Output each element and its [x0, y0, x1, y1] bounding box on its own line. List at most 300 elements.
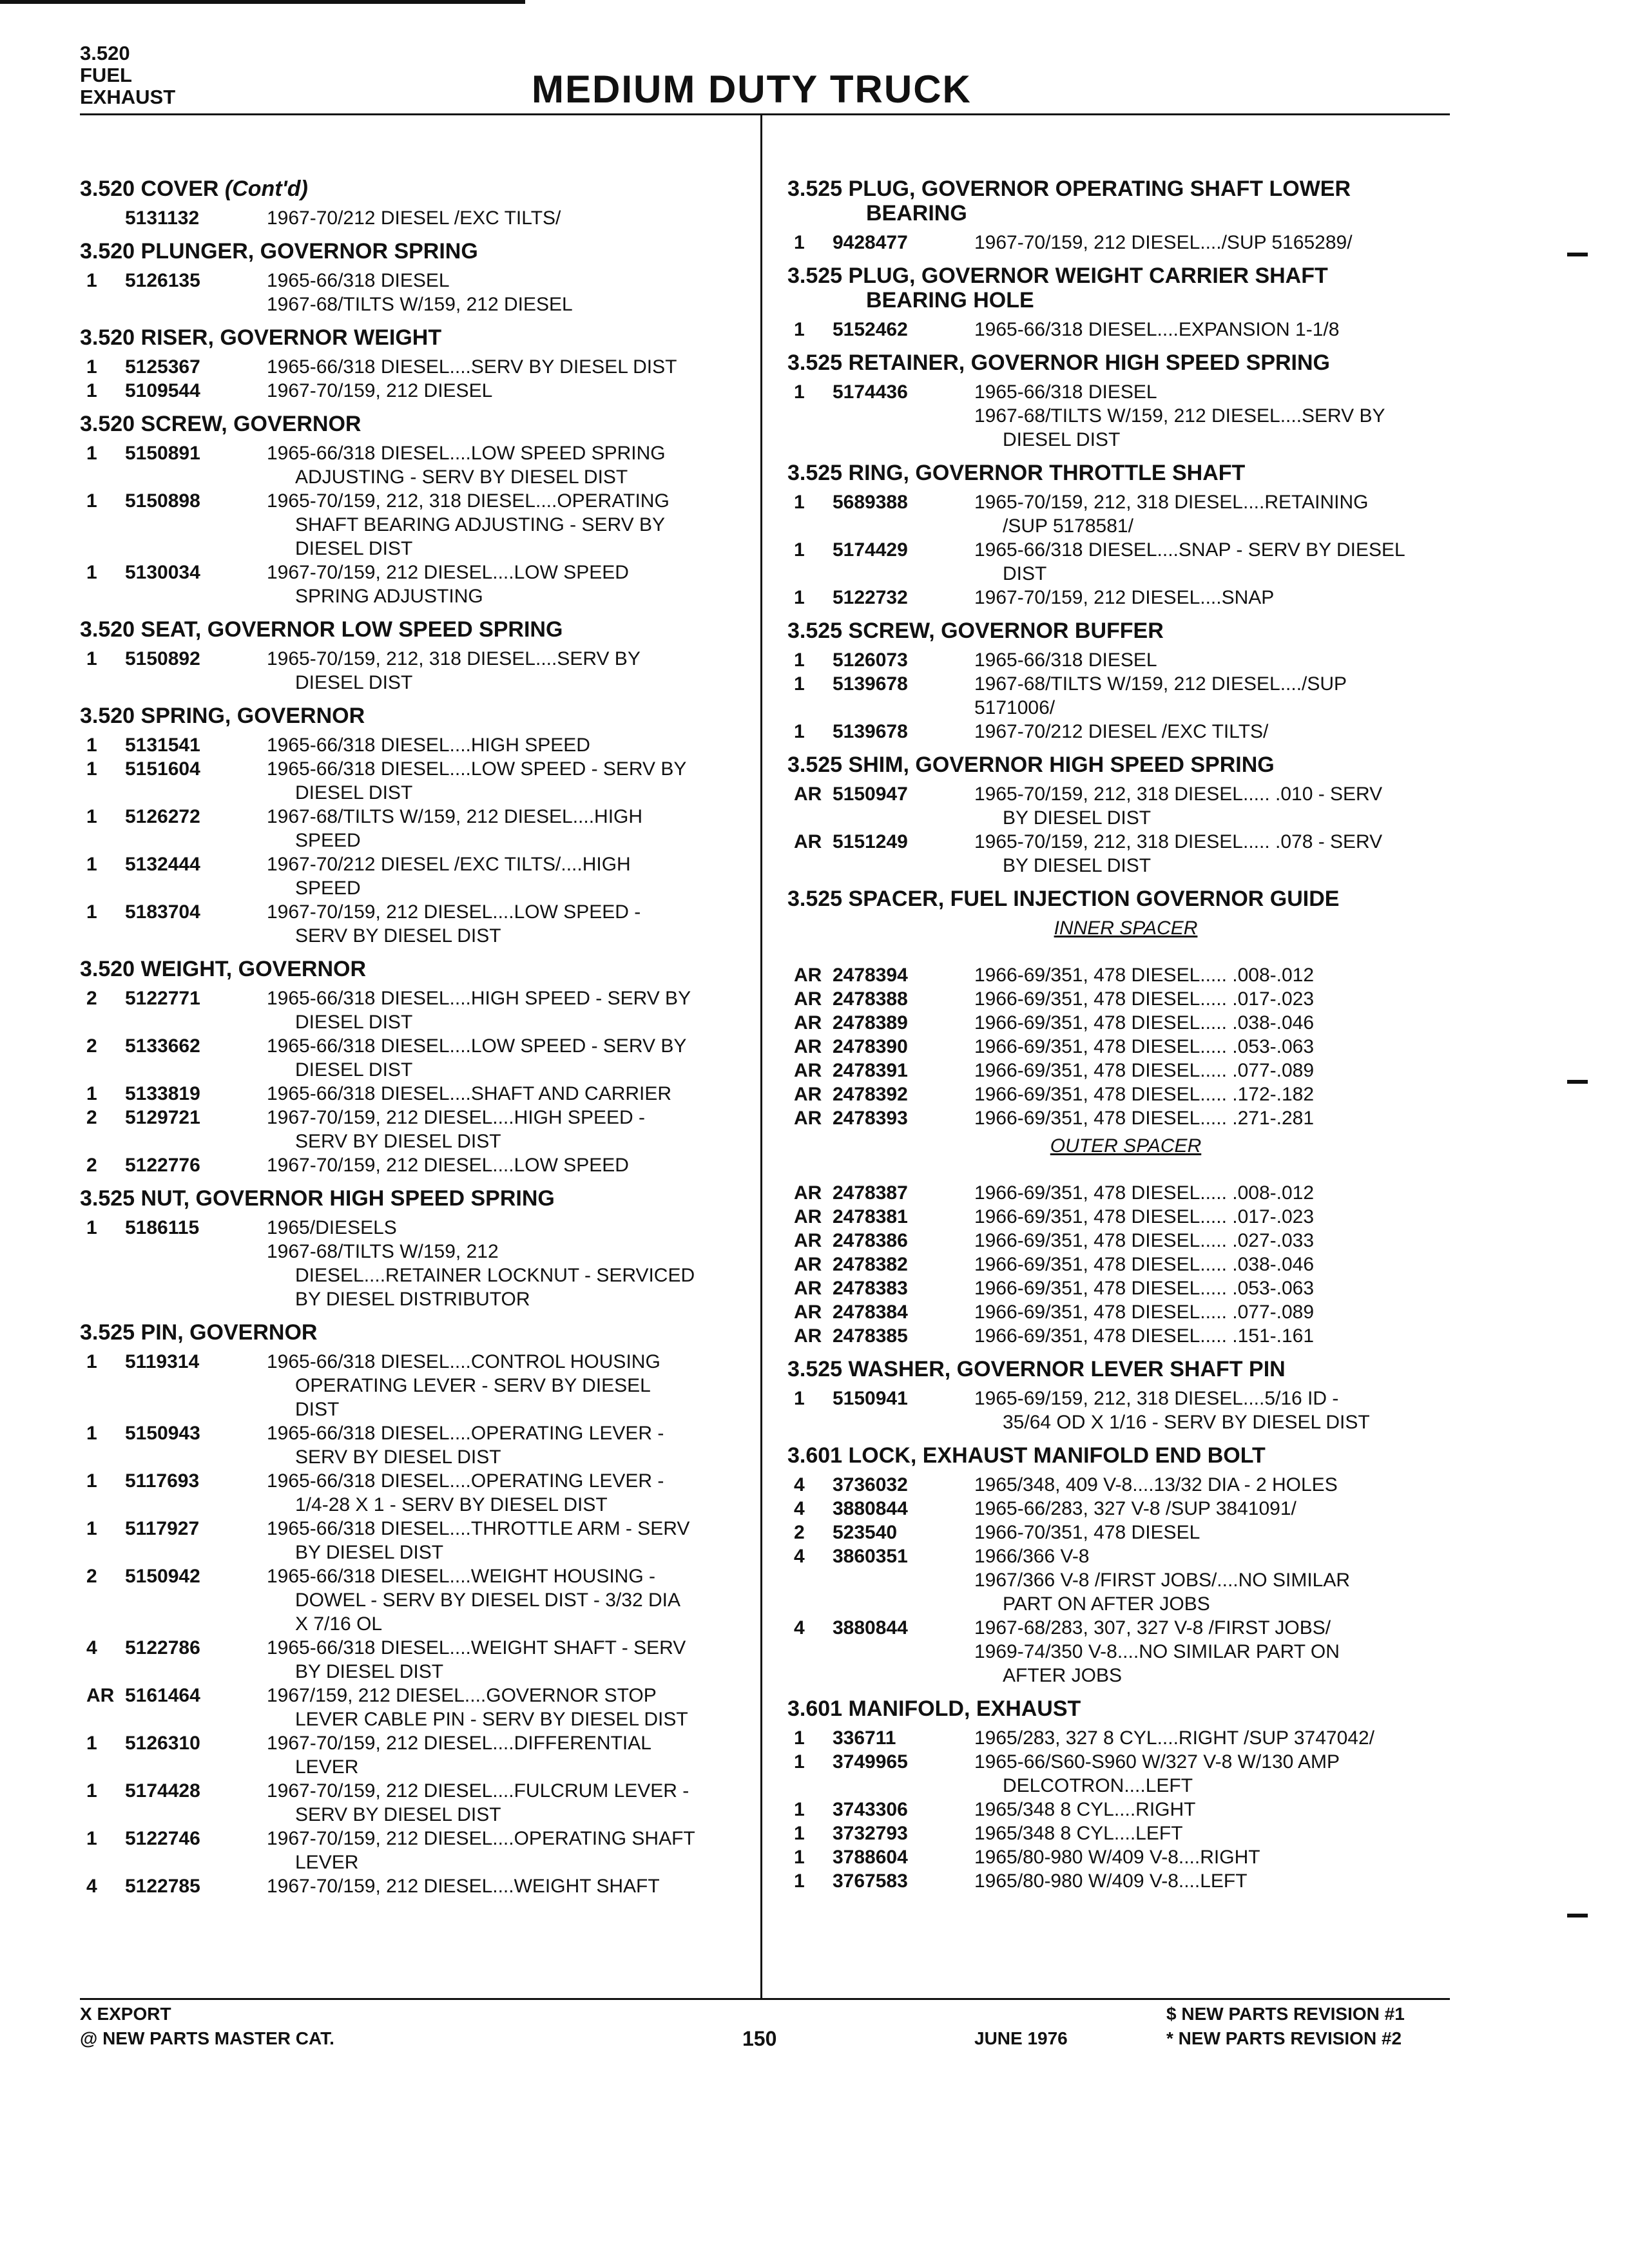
section-title: 3.520 PLUNGER, GOVERNOR SPRING	[80, 239, 478, 264]
section-title: 3.520 SCREW, GOVERNOR	[80, 412, 361, 436]
part-description-line: SERV BY DIESEL DIST	[295, 925, 501, 947]
section-line-exhaust: EXHAUST	[80, 86, 176, 108]
section-title: 3.525 NUT, GOVERNOR HIGH SPEED SPRING	[80, 1186, 555, 1211]
part-qty: 1	[794, 1727, 805, 1749]
part-qty: 2	[86, 1107, 97, 1128]
part-description-line: SHAFT BEARING ADJUSTING - SERV BY	[295, 514, 666, 535]
part-description-line: DELCOTRON....LEFT	[1003, 1775, 1193, 1796]
part-description-line: 1965-70/159, 212, 318 DIESEL..... .078 - SERV	[974, 831, 1383, 852]
part-description	[267, 441, 744, 489]
part-description-line: SERV BY DIESEL DIST	[295, 1131, 501, 1152]
part-qty: 1	[794, 1847, 805, 1868]
section-code: 3.520	[80, 42, 130, 64]
part-qty: 1	[794, 232, 805, 253]
part-row	[787, 1324, 1464, 1348]
footer-master: @ NEW PARTS MASTER CAT.	[80, 2028, 334, 2048]
part-description-line: 1965-66/318 DIESEL....OPERATING LEVER -	[267, 1423, 664, 1444]
section-title: 3.525 WASHER, GOVERNOR LEVER SHAFT PIN	[787, 1357, 1286, 1381]
part-qty: AR	[794, 1325, 822, 1347]
part-description-line: 1965-66/318 DIESEL....WEIGHT SHAFT - SERV	[267, 1637, 686, 1658]
part-description-line: DIESEL DIST	[295, 782, 413, 803]
part-qty: 1	[794, 319, 805, 340]
part-row	[787, 1845, 1464, 1869]
part-qty: AR	[794, 988, 822, 1010]
part-description-line: BY DIESEL DIST	[1003, 807, 1152, 829]
part-description	[974, 648, 1464, 672]
part-description	[974, 1821, 1464, 1845]
part-description-line: 1965-66/318 DIESEL....WEIGHT HOUSING -	[267, 1566, 655, 1587]
subgroup-label: OUTER SPACER	[1050, 1135, 1202, 1157]
section-heading	[80, 1186, 744, 1211]
section-heading	[787, 1357, 1464, 1381]
part-row	[787, 1300, 1464, 1324]
footer-rule	[80, 1998, 1450, 2000]
part-qty: AR	[794, 1036, 822, 1057]
part-row	[787, 987, 1464, 1011]
part-description-line: SPEED	[295, 830, 361, 851]
part-description-line: SERV BY DIESEL DIST	[295, 1446, 501, 1468]
part-qty: 1	[86, 380, 97, 401]
left-column	[80, 168, 744, 1898]
part-qty: 1	[794, 1870, 805, 1892]
part-description-line: 1965-66/318 DIESEL....HIGH SPEED - SERV BY	[267, 988, 691, 1009]
part-description-line: LEVER CABLE PIN - SERV BY DIESEL DIST	[295, 1709, 688, 1730]
part-row	[787, 1229, 1464, 1253]
part-row	[80, 1216, 744, 1311]
page-title: MEDIUM DUTY TRUCK	[532, 68, 972, 111]
section-title: 3.525 PLUG, GOVERNOR WEIGHT CARRIER SHAFT	[787, 264, 1328, 288]
part-row	[80, 1421, 744, 1469]
part-qty: AR	[794, 1012, 822, 1033]
part-description-line: 1967-68/TILTS W/159, 212 DIESEL..../SUP	[974, 673, 1347, 695]
section-heading	[80, 239, 744, 264]
part-description	[974, 1229, 1464, 1253]
part-description	[974, 782, 1464, 830]
part-description	[974, 1035, 1464, 1059]
part-qty: AR	[794, 1254, 822, 1275]
part-description-line: 1967-68/TILTS W/159, 212 DIESEL....HIGH	[267, 806, 643, 827]
footer-rev1: $ NEW PARTS REVISION #1	[1166, 2004, 1405, 2024]
part-number: 5126310	[125, 1733, 200, 1754]
part-qty: 1	[86, 1083, 97, 1104]
part-qty: 1	[794, 1799, 805, 1820]
part-qty: 1	[794, 587, 805, 608]
part-row	[80, 379, 744, 403]
part-description	[974, 1253, 1464, 1276]
section-heading	[787, 753, 1464, 777]
part-qty: AR	[794, 1182, 822, 1204]
part-number: 2478386	[833, 1230, 908, 1251]
part-description-line: DIST	[1003, 563, 1047, 584]
part-description	[974, 1300, 1464, 1324]
part-qty: 1	[86, 356, 97, 378]
part-description-line: 1967-68/TILTS W/159, 212 DIESEL....SERV BY	[974, 405, 1385, 427]
part-description-line: 5171006/	[974, 697, 1055, 718]
part-number: 2478389	[833, 1012, 908, 1033]
part-row	[787, 648, 1464, 672]
part-row	[787, 1106, 1464, 1130]
part-qty: 1	[86, 1351, 97, 1372]
part-qty: AR	[794, 1230, 822, 1251]
part-row	[80, 1779, 744, 1827]
part-number: 3743306	[833, 1799, 908, 1820]
part-description-line: 1966-69/351, 478 DIESEL..... .151-.161	[974, 1325, 1315, 1347]
part-description-line: 1967-70/159, 212 DIESEL	[267, 380, 493, 401]
part-description-line: 1965-66/318 DIESEL....EXPANSION 1-1/8	[974, 319, 1340, 340]
part-description	[267, 1106, 744, 1153]
part-description-line: 1967-70/159, 212 DIESEL..../SUP 5165289/	[974, 232, 1353, 253]
part-row	[80, 805, 744, 852]
section-title: 3.520 COVER	[80, 177, 219, 201]
part-number: 5122746	[125, 1828, 200, 1849]
section-line-fuel: FUEL	[80, 64, 132, 86]
part-description	[267, 1421, 744, 1469]
part-number: 5129721	[125, 1107, 200, 1128]
part-description-line: 1966-69/351, 478 DIESEL..... .053-.063	[974, 1278, 1315, 1299]
part-description	[267, 1216, 744, 1311]
part-description	[267, 1517, 744, 1564]
section-heading	[80, 177, 744, 201]
part-qty: 2	[86, 1155, 97, 1176]
part-description	[267, 986, 744, 1034]
part-row	[80, 1874, 744, 1898]
part-qty: 1	[794, 1388, 805, 1409]
part-qty: 1	[86, 1828, 97, 1849]
part-number: 3860351	[833, 1546, 908, 1567]
part-description-line: 1967/366 V-8 /FIRST JOBS/....NO SIMILAR	[974, 1570, 1351, 1591]
part-number: 3767583	[833, 1870, 908, 1892]
part-number: 3749965	[833, 1751, 908, 1773]
part-description-line: ADJUSTING - SERV BY DIESEL DIST	[295, 466, 628, 488]
part-row	[787, 1082, 1464, 1106]
part-number: 5139678	[833, 721, 908, 742]
part-qty: 1	[794, 721, 805, 742]
part-row	[787, 1035, 1464, 1059]
revision-mark	[1567, 253, 1588, 256]
part-description	[267, 379, 744, 403]
section-title: 3.520 WEIGHT, GOVERNOR	[80, 957, 366, 981]
part-number: 5122786	[125, 1637, 200, 1658]
part-description	[974, 963, 1464, 987]
part-row	[80, 1153, 744, 1177]
part-qty: 1	[86, 735, 97, 756]
part-description-line: 1965-70/159, 212, 318 DIESEL....SERV BY	[267, 648, 641, 669]
part-number: 2478393	[833, 1108, 908, 1129]
part-description	[267, 489, 744, 561]
part-description-line: DIESEL DIST	[295, 538, 413, 559]
part-qty: 1	[86, 901, 97, 923]
part-description	[267, 1684, 744, 1731]
part-row	[80, 355, 744, 379]
part-number: 5152462	[833, 319, 908, 340]
part-description-line: 1967-70/159, 212 DIESEL....SNAP	[974, 587, 1275, 608]
part-description-line: 1967-70/212 DIESEL /EXC TILTS/	[267, 207, 561, 229]
part-qty: 1	[86, 758, 97, 780]
part-number: 5126073	[833, 649, 908, 671]
part-number: 5117693	[125, 1470, 200, 1492]
part-description-line: 1965-66/318 DIESEL....SHAFT AND CARRIER	[267, 1083, 672, 1104]
part-description-line: DIESEL DIST	[295, 1059, 413, 1081]
part-qty: 1	[794, 381, 805, 403]
part-description-line: 1967-68/TILTS W/159, 212 DIESEL	[267, 294, 573, 315]
part-description	[974, 1059, 1464, 1082]
part-row	[787, 1726, 1464, 1750]
part-description-line: DIESEL....RETAINER LOCKNUT - SERVICED	[295, 1265, 695, 1286]
part-description	[974, 1750, 1464, 1798]
part-description	[267, 1731, 744, 1779]
part-description	[974, 672, 1464, 720]
part-row	[80, 441, 744, 489]
part-qty: 1	[86, 270, 97, 291]
part-number: 2478388	[833, 988, 908, 1010]
part-qty: AR	[794, 1278, 822, 1299]
part-qty: 4	[794, 1474, 805, 1495]
part-description-line: LEVER	[295, 1756, 359, 1778]
section-heading	[80, 704, 744, 728]
part-qty: 1	[794, 492, 805, 513]
section-heading	[787, 177, 1464, 226]
section-title: 3.525 SPACER, FUEL INJECTION GOVERNOR GUIDE	[787, 887, 1340, 911]
part-description	[267, 1827, 744, 1874]
part-qty: 2	[86, 988, 97, 1009]
part-description-line: 1966-69/351, 478 DIESEL..... .271-.281	[974, 1108, 1315, 1129]
part-description-line: 1967-70/159, 212 DIESEL....DIFFERENTIAL	[267, 1733, 651, 1754]
part-description-line: 1966-69/351, 478 DIESEL..... .077-.089	[974, 1060, 1315, 1081]
part-description-line: 1967/159, 212 DIESEL....GOVERNOR STOP	[267, 1685, 657, 1706]
part-description-line: 1965/283, 327 8 CYL....RIGHT /SUP 3747042/	[974, 1727, 1374, 1749]
part-qty: AR	[794, 1060, 822, 1081]
part-number: 5125367	[125, 356, 200, 378]
part-row	[787, 231, 1464, 255]
part-description-line: 1967-68/TILTS W/159, 212	[267, 1241, 499, 1262]
part-description	[267, 1153, 744, 1177]
part-description-line: 1965-70/159, 212, 318 DIESEL....OPERATING	[267, 490, 670, 512]
part-description-line: 1965-66/318 DIESEL....HIGH SPEED	[267, 735, 590, 756]
part-description-line: 1965/DIESELS	[267, 1217, 397, 1238]
part-number: 3732793	[833, 1823, 908, 1844]
part-description-line: DIESEL DIST	[295, 1012, 413, 1033]
part-number: 5186115	[125, 1217, 200, 1238]
part-description-line: 1966/366 V-8	[974, 1546, 1090, 1567]
section-title: 3.525 RETAINER, GOVERNOR HIGH SPEED SPRING	[787, 351, 1330, 375]
part-qty: 1	[794, 673, 805, 695]
section-title: 3.525 PLUG, GOVERNOR OPERATING SHAFT LOWER	[787, 177, 1351, 201]
part-row	[787, 672, 1464, 720]
part-description-line: 1965-69/159, 212, 318 DIESEL....5/16 ID -	[974, 1388, 1339, 1409]
header-rule	[80, 113, 1450, 115]
part-row	[787, 1521, 1464, 1544]
section-title: 3.525 SHIM, GOVERNOR HIGH SPEED SPRING	[787, 753, 1275, 777]
part-description	[974, 318, 1464, 341]
part-row	[787, 963, 1464, 987]
part-row	[80, 489, 744, 561]
part-qty: 1	[86, 562, 97, 583]
part-qty: 4	[794, 1617, 805, 1639]
footer-export: X EXPORT	[80, 2004, 171, 2024]
part-row	[80, 1082, 744, 1106]
part-row	[80, 561, 744, 608]
part-row	[80, 757, 744, 805]
part-description-line: 1966-69/351, 478 DIESEL..... .008-.012	[974, 965, 1315, 986]
part-description-line: 1965-66/318 DIESEL....LOW SPEED SPRING	[267, 443, 666, 464]
part-description-line: PART ON AFTER JOBS	[1003, 1593, 1210, 1615]
part-description	[267, 1350, 744, 1421]
part-number: 5150891	[125, 443, 200, 464]
part-description	[974, 1869, 1464, 1893]
part-qty: 1	[86, 1733, 97, 1754]
part-qty: 4	[86, 1637, 97, 1658]
part-row	[787, 318, 1464, 341]
part-row	[787, 1869, 1464, 1893]
part-row	[787, 538, 1464, 586]
part-description-line: 1965-66/318 DIESEL	[267, 270, 450, 291]
subgroup-heading	[787, 916, 1464, 940]
section-title: 3.520 SEAT, GOVERNOR LOW SPEED SPRING	[80, 617, 563, 642]
part-description	[974, 231, 1464, 255]
part-description-line: BY DIESEL DIST	[295, 1661, 444, 1682]
part-qty: 1	[86, 854, 97, 875]
part-row	[787, 490, 1464, 538]
part-description-line: 1967-70/159, 212 DIESEL....LOW SPEED	[267, 1155, 629, 1176]
part-qty: 1	[86, 648, 97, 669]
section-heading	[787, 1443, 1464, 1468]
part-row	[80, 1106, 744, 1153]
part-row	[787, 1544, 1464, 1616]
part-description-line: 1966-69/351, 478 DIESEL..... .038-.046	[974, 1254, 1315, 1275]
section-heading	[787, 1696, 1464, 1721]
part-row	[80, 1564, 744, 1636]
top-rule	[0, 0, 525, 4]
part-qty: 1	[86, 443, 97, 464]
part-description	[974, 1324, 1464, 1348]
part-description	[267, 1469, 744, 1517]
part-description	[974, 830, 1464, 878]
part-number: 5132444	[125, 854, 200, 875]
revision-mark	[1567, 1080, 1588, 1084]
part-description-line: 1965-66/283, 327 V-8 /SUP 3841091/	[974, 1498, 1296, 1519]
part-row	[80, 1034, 744, 1082]
part-qty: 4	[794, 1546, 805, 1567]
part-description-line: BY DIESEL DIST	[1003, 855, 1152, 876]
part-row	[80, 852, 744, 900]
part-description-line: 1965-66/318 DIESEL....LOW SPEED - SERV BY	[267, 1035, 687, 1057]
part-description-line: DIESEL DIST	[1003, 429, 1121, 450]
part-number: 5150941	[833, 1388, 908, 1409]
part-description-line: 1966-69/351, 478 DIESEL..... .027-.033	[974, 1230, 1315, 1251]
part-qty: 1	[86, 1780, 97, 1802]
part-description-line: 1965-66/318 DIESEL....OPERATING LEVER -	[267, 1470, 664, 1492]
part-number: 5130034	[125, 562, 200, 583]
part-description-line: 35/64 OD X 1/16 - SERV BY DIESEL DIST	[1003, 1412, 1370, 1433]
part-number: 2478394	[833, 965, 908, 986]
part-number: 3880844	[833, 1617, 908, 1639]
part-number: 5174428	[125, 1780, 200, 1802]
part-qty: 2	[86, 1035, 97, 1057]
part-qty: 1	[86, 806, 97, 827]
part-description-line: DIST	[295, 1399, 340, 1420]
part-number: 5150942	[125, 1566, 200, 1587]
section-title: 3.601 MANIFOLD, EXHAUST	[787, 1696, 1081, 1721]
part-row	[80, 986, 744, 1034]
part-description	[267, 561, 744, 608]
section-heading	[80, 957, 744, 981]
part-description-line: 1965/80-980 W/409 V-8....RIGHT	[974, 1847, 1260, 1868]
part-row	[80, 1827, 744, 1874]
part-number: 2478391	[833, 1060, 908, 1081]
part-number: 5133819	[125, 1083, 200, 1104]
part-number: 9428477	[833, 232, 908, 253]
part-description-line: 1969-74/350 V-8....NO SIMILAR PART ON	[974, 1641, 1340, 1662]
part-row	[80, 1636, 744, 1684]
part-qty: AR	[86, 1685, 115, 1706]
part-description	[267, 269, 744, 316]
part-number: 5133662	[125, 1035, 200, 1057]
section-heading	[787, 887, 1464, 911]
part-qty: 1	[86, 1518, 97, 1539]
part-description	[974, 586, 1464, 610]
part-description-line: BY DIESEL DISTRIBUTOR	[295, 1289, 530, 1310]
subgroup-label: INNER SPACER	[1054, 918, 1198, 939]
part-description	[974, 490, 1464, 538]
part-description	[974, 1798, 1464, 1821]
part-description-line: DIESEL DIST	[295, 672, 413, 693]
part-description-line: 1965/348 8 CYL....RIGHT	[974, 1799, 1196, 1820]
part-qty: 1	[86, 1217, 97, 1238]
part-row	[787, 1387, 1464, 1434]
part-row	[787, 586, 1464, 610]
part-row	[787, 1497, 1464, 1521]
part-description	[974, 1205, 1464, 1229]
part-number: 5122785	[125, 1876, 200, 1897]
part-description-line: 1965-70/159, 212, 318 DIESEL....RETAINING	[974, 492, 1369, 513]
section-title-cont: BEARING HOLE	[866, 288, 1034, 312]
part-description	[974, 1726, 1464, 1750]
part-description	[267, 647, 744, 695]
part-description-line: 1967-68/283, 307, 327 V-8 /FIRST JOBS/	[974, 1617, 1331, 1639]
part-row	[80, 733, 744, 757]
part-qty: 1	[794, 539, 805, 561]
part-description	[974, 720, 1464, 744]
page-number: 150	[742, 2027, 777, 2050]
part-number: 5126135	[125, 270, 200, 291]
part-description	[974, 1521, 1464, 1544]
part-row	[80, 1684, 744, 1731]
part-qty: 2	[86, 1566, 97, 1587]
part-description	[267, 1082, 744, 1106]
part-description-line: 1965/348 8 CYL....LEFT	[974, 1823, 1183, 1844]
part-row	[787, 380, 1464, 452]
part-description-line: 1/4-28 X 1 - SERV BY DIESEL DIST	[295, 1494, 608, 1515]
part-description-line: SERV BY DIESEL DIST	[295, 1804, 501, 1825]
part-number: 5119314	[125, 1351, 200, 1372]
section-title: 3.525 SCREW, GOVERNOR BUFFER	[787, 619, 1164, 643]
part-row	[787, 1473, 1464, 1497]
part-row	[80, 206, 744, 230]
part-row	[787, 1821, 1464, 1845]
section-heading	[787, 619, 1464, 643]
part-row	[787, 830, 1464, 878]
section-heading	[787, 351, 1464, 375]
part-row	[787, 1205, 1464, 1229]
part-description	[974, 1106, 1464, 1130]
part-number: 2478387	[833, 1182, 908, 1204]
part-number: 2478392	[833, 1084, 908, 1105]
part-row	[787, 1253, 1464, 1276]
part-description	[974, 1845, 1464, 1869]
part-number: 5150892	[125, 648, 200, 669]
part-number: 3736032	[833, 1474, 908, 1495]
part-description	[974, 1011, 1464, 1035]
